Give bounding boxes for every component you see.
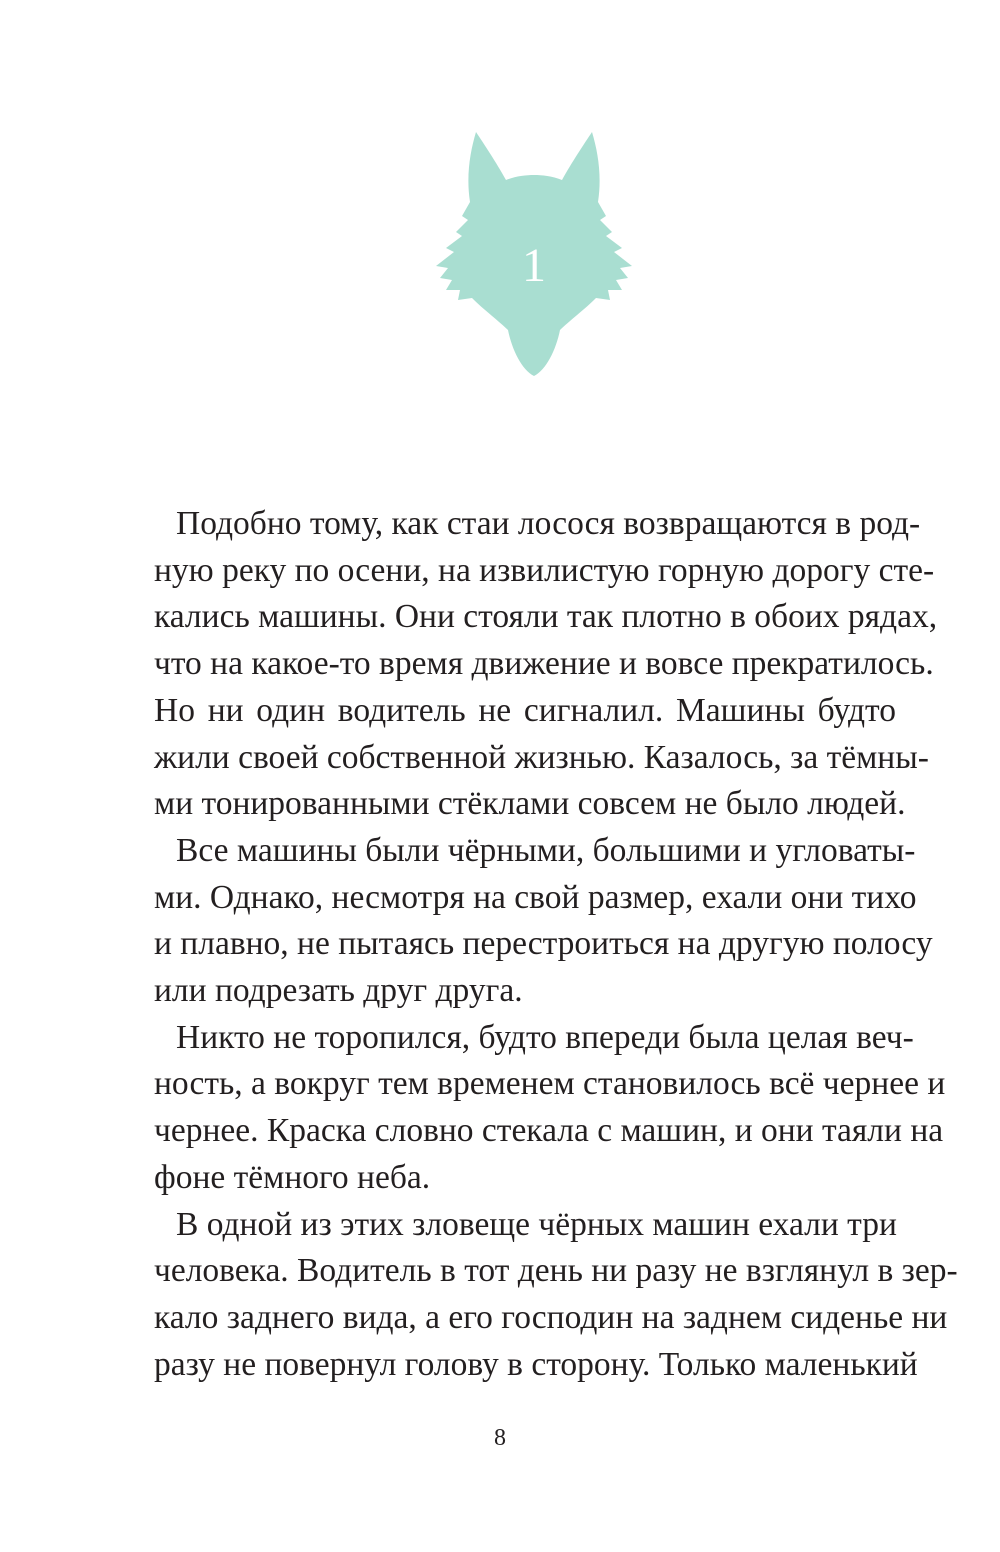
chapter-number: 1 [522, 239, 546, 292]
paragraph-4 [154, 1202, 958, 1389]
chapter-text [154, 501, 958, 1388]
text-line: разу не повернул голову в сторону. Только маленький [154, 1345, 918, 1383]
text-line: фоне тёмного неба. [154, 1158, 431, 1196]
text-line: Все машины были чёрными, большими и угловаты- [176, 831, 916, 869]
text-line: Подобно тому, как стаи лосося возвращаются в род- [176, 505, 921, 542]
text-line: Никто не торопился, будто впереди была целая веч- [176, 1018, 914, 1056]
text-line: ми тонированными стёклами совсем не было людей. [154, 785, 906, 823]
text-line: или подрезать друг друга. [154, 972, 523, 1010]
text-line: кало заднего вида, а его господин на заднем сиденье ни [154, 1298, 948, 1336]
text-line: и плавно, не пытаясь перестроиться на другую полосу [154, 925, 933, 963]
text-line: ность, а вокруг тем временем становилось всё чернее и [154, 1065, 946, 1103]
text-line: ную реку по осени, на извилистую горную дорогу сте- [154, 551, 935, 589]
paragraph-1 [154, 501, 938, 828]
text-line: что на какое-то время движение и вовсе прекратилось. [154, 645, 934, 683]
text-line: кались машины. Они стояли так плотно в обоих рядах, [154, 598, 938, 636]
text-line: человека. Водитель в тот день ни разу не взглянул в зер- [154, 1252, 958, 1290]
text-line: Но ни один водитель не сигналил. Машины будто [154, 691, 896, 729]
text-line: жили своей собственной жизнью. Казалось, за тёмны- [154, 738, 929, 776]
paragraph-3 [154, 1015, 946, 1202]
paragraph-2 [154, 828, 933, 1015]
page-number: 8 [494, 1425, 506, 1451]
text-line: ми. Однако, несмотря на свой размер, ехали они тихо [154, 878, 917, 916]
text-line: В одной из этих зловеще чёрных машин ехали три [176, 1205, 897, 1243]
text-line: чернее. Краска словно стекала с машин, и они таяли на [154, 1112, 944, 1150]
